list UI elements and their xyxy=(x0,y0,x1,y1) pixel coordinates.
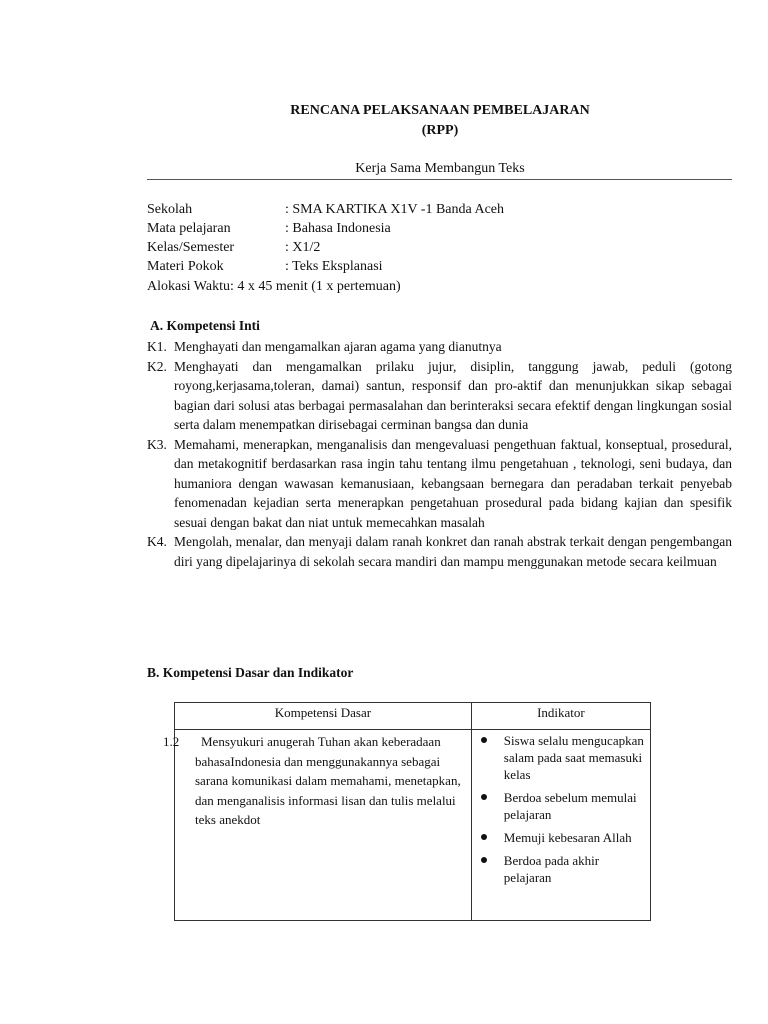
info-label: Kelas/Semester xyxy=(147,240,235,255)
kd-entry xyxy=(163,732,465,830)
indikator-text: Memuji kebesaran Allah xyxy=(503,830,632,845)
kd-text: Mensyukuri anugerah Tuhan akan keberadaan bahasaIndonesia dan menggunakannya sebagai sarana komunikasi dalam memahami, menetapkan, dan menganalisis informasi lisan dan tulis melalui teks anekdot xyxy=(195,734,461,827)
document-subtitle: Kerja Sama Membangun Teks xyxy=(355,161,525,176)
ki-text: Menghayati dan mengamalkan ajaran agama yang dianutnya xyxy=(174,339,502,354)
indikator-list xyxy=(476,732,646,886)
table-header-row xyxy=(175,703,651,730)
ki-item xyxy=(147,435,732,533)
indikator-text: Siswa selalu mengucapkan salam pada saat memasuki kelas xyxy=(503,733,644,782)
column-header-kompetensi-dasar: Kompetensi Dasar xyxy=(175,703,472,730)
indikator-text: Berdoa sebelum memulai pelajaran xyxy=(503,790,637,822)
kompetensi-inti-list xyxy=(147,337,732,571)
document-title-abbrev: (RPP) xyxy=(421,123,459,138)
kompetensi-dasar-table xyxy=(163,702,651,921)
ki-code: K3. xyxy=(147,436,167,452)
ki-code: K4. xyxy=(147,534,167,549)
info-label: Mata pelajaran xyxy=(147,221,231,236)
ki-text: Menghayati dan mengamalkan prilaku jujur, disiplin, tanggung jawab, peduli (gotong royong,kerjasama,toleran, damai) santun, responsif dan pro-aktif dan menunjukkan sikap sebagai bagian dari solusi atas berbagai permasalahan dan berinteraksi secara efektif dengan lingkungan sosial serta dalam menempatkan dirisebagai cerminan bangsa dan dunia xyxy=(174,358,732,432)
indikator-text: Berdoa pada akhir pelajaran xyxy=(503,853,600,885)
bullet-icon xyxy=(481,794,487,800)
info-value: : SMA KARTIKA X1V -1 Banda Aceh xyxy=(285,202,505,217)
section-heading-kompetensi-inti: A. Kompetensi Inti xyxy=(150,318,260,333)
ki-text: Mengolah, menalar, dan menyaji dalam ranah konkret dan ranah abstrak terkait dengan pengembangan diri yang dipelajarinya di sekolah secara mandiri dan mampu menggunakan metode secara keilmuan xyxy=(174,534,732,569)
info-label: Sekolah xyxy=(147,202,193,217)
section-heading-kompetensi-dasar: B. Kompetensi Dasar dan Indikator xyxy=(147,665,354,680)
list-item xyxy=(476,732,646,783)
indikator-cell xyxy=(471,730,650,921)
ki-code: K2. xyxy=(147,358,167,374)
column-header-indikator: Indikator xyxy=(471,703,650,730)
table-row xyxy=(175,730,651,921)
document-title: RENCANA PELAKSANAAN PEMBELAJARAN xyxy=(290,103,590,118)
divider-line xyxy=(147,179,732,180)
ki-item xyxy=(147,532,732,571)
list-item xyxy=(476,829,646,846)
ki-text: Memahami, menerapkan, menganalisis dan mengevaluasi pengethuan faktual, konseptual, prosedural, dan metakognitif berdasarkan rasa ingin tahu tentang ilmu pengetahuan , teknologi, seni budaya, dan humaniora dengan wawasan kemanusiaan, kebangsaan bernegara dan peradaban terkait penyebab fenomenadan kejadian serta menerapkan pengetahuan prosedural pada bidang kajian dan spesifik sesuai dengan bakat dan niat untuk memecahkan masalah xyxy=(174,436,732,530)
bullet-icon xyxy=(481,834,487,840)
info-value: : Teks Eksplanasi xyxy=(285,259,383,274)
ki-code: K1. xyxy=(147,339,167,354)
kd-number: 1.2 xyxy=(163,734,180,749)
ki-item xyxy=(147,357,732,435)
ki-item xyxy=(147,337,732,357)
info-value: : Bahasa Indonesia xyxy=(285,221,391,236)
info-value: : X1/2 xyxy=(285,240,321,255)
kompetensi-dasar-cell xyxy=(163,730,472,921)
list-item xyxy=(476,852,646,886)
bullet-icon xyxy=(481,737,487,743)
info-label: Materi Pokok xyxy=(147,259,224,274)
alokasi-waktu: Alokasi Waktu: 4 x 45 menit (1 x pertemuan) xyxy=(147,279,401,294)
list-item xyxy=(476,789,646,823)
bullet-icon xyxy=(481,857,487,863)
